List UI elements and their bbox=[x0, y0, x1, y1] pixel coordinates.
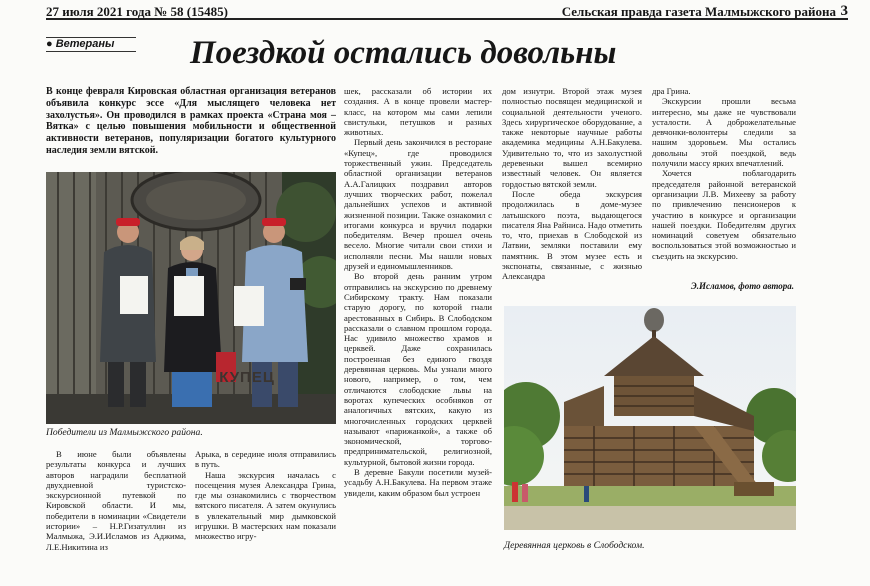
newspaper-title: Сельская правда газета Малмыжского района bbox=[561, 4, 836, 19]
article-column-1 bbox=[46, 449, 186, 580]
column-5-paragraph: Экскурсии прошли весьма интересно, мы даже не чувствовали усталости. А доброжелательные девчонки-волонтеры следили за нашим здоровьем. Мы остались довольны этой поездкой, ведь получили массу ярких впечатлений. bbox=[652, 96, 796, 169]
column-3-paragraph: Во второй день ранним утром отправились на экскурсию по древнему Сибирскому тракту. Нам показали старую дорогу, по которой гнали арестованных в Сибирь. В Слободском рассказали о славном прошлом города. Нас удивило множество храмов и церквей. Даже сохранилась построенная без единого гвоздя деревянная церковь. Мы узнали много нового, например, о том, чем отличаются слободские львы на воротах купеческих особняков от аналогичных вятских, какую из многочисленных городских церквей называют «парижанкой», а также об экономической, торгово-предпринимательской, религиозной, культурной, бытовой жизни города. bbox=[344, 271, 492, 467]
column-2-paragraph: Арыка, в середине июля отправились в путь. bbox=[195, 449, 336, 470]
column-4-paragraph: После обеда экскурсия продолжилась в доме-музее латышского поэта, выдающегося писателя Яна Райниса. Надо отметить то, что, приехав в Слободской из Латвии, земляки поставили ему памятник. В этом музее есть и экспонаты, связанные, с жизнью Александра bbox=[502, 188, 642, 282]
article-column-5 bbox=[652, 86, 796, 278]
article-column-2 bbox=[195, 449, 336, 580]
column-3-paragraph: Первый день закончился в ресторане «Купец», где проводился торжественный ужин. Председатель областной организации ветеранов А.А.Галицких поздравил авторов лучших творческих работ, пожелал дальнейших успехов и активной жизненной позиции. Также ознакомил с итогами конкурса и вручил подарки победителям. Вечер прошел очень весело. Многие читали свои стихи и исполняли песни. Мы нашли новых друзей и единомышленников. bbox=[344, 137, 492, 272]
restaurant-sign: КУПЕЦ bbox=[219, 369, 275, 386]
rubric-text: Ветераны bbox=[55, 38, 115, 50]
article-headline: Поездкой остались довольны bbox=[190, 35, 617, 71]
column-5-paragraph: Хочется поблагодарить председателя районной ветеранской организации Л.В. Михееву за работу по привлечению пенсионеров к участию в конкурсе и организации нашей поездки. Победителям других номинаций советуем обязательно воспользоваться этой возможностью и съездить на экскурсию. bbox=[652, 168, 796, 261]
issue-date: 27 июля 2021 года № 58 (15485) bbox=[46, 4, 228, 19]
photo-church-drawing bbox=[504, 306, 796, 530]
photo-wooden-church bbox=[504, 306, 796, 530]
photo-winners bbox=[46, 172, 336, 424]
photo-church-caption: Деревянная церковь в Слободском. bbox=[504, 540, 645, 551]
column-4-paragraph: дом изнутри. Второй этаж музея полностью посвящен медицинской и социальной деятельности ученого. Здесь хирургическое оборудование, а также некоторые научные работы академика медицины А.Н.Бакулева. Удивительно то, что из захолустной деревеньки вышел всемирно известный человек. Он является гордостью вятской земли. bbox=[502, 86, 642, 189]
column-5-paragraph: дра Грина. bbox=[652, 86, 691, 96]
article-signature: Э.Исламов, фото автора. bbox=[690, 281, 794, 291]
column-3-paragraph: шек, рассказали об истории их создания. А в конце провели мастер-класс, на котором мы сами лепили свистульки, петушков и разных животных. bbox=[344, 86, 492, 138]
page-header bbox=[46, 4, 848, 20]
column-1-paragraph: В июне были объявлены результаты конкурса и лучших авторов наградили бесплатной двухдневной туристско-экскурсионной путевкой по Кировской области. И мы, победители в номинации «Свидетели истории» – Н.Р.Гизатуллин из Малмыжа, Э.И.Исламов из Аджима, Л.Е.Никитина из bbox=[46, 449, 186, 552]
article-column-4 bbox=[502, 86, 642, 298]
rubric-label: ● Ветераны bbox=[46, 37, 136, 52]
article-lead: В конце февраля Кировская областная организация ветеранов объявила конкурс эссе «Для мыслящего человека нет захолустья». Он проводился в рамках проекта «Страна моя – Вятка» с целью повышения мобильности и общественной активности ветеранов, популяризации богатого культурного наследия земли вятской. bbox=[46, 86, 336, 156]
photo-winners-drawing bbox=[46, 172, 336, 424]
column-3-paragraph: В деревне Бакули посетили музей-усадьбу А.Н.Бакулева. На первом этаже увидели, каким образом был устроен bbox=[344, 466, 492, 498]
column-2-paragraph: Наша экскурсия началась с посещения музея Александра Грина, где мы ознакомились с творчеством вятского писателя. А затем окунулись в увлекательный мир дымковской игрушки. В мастерских нам показали множество игру- bbox=[195, 469, 336, 542]
article-column-3 bbox=[344, 86, 492, 580]
photo-winners-caption: Победители из Малмыжского района. bbox=[46, 427, 203, 438]
page-number: 3 bbox=[840, 3, 848, 19]
